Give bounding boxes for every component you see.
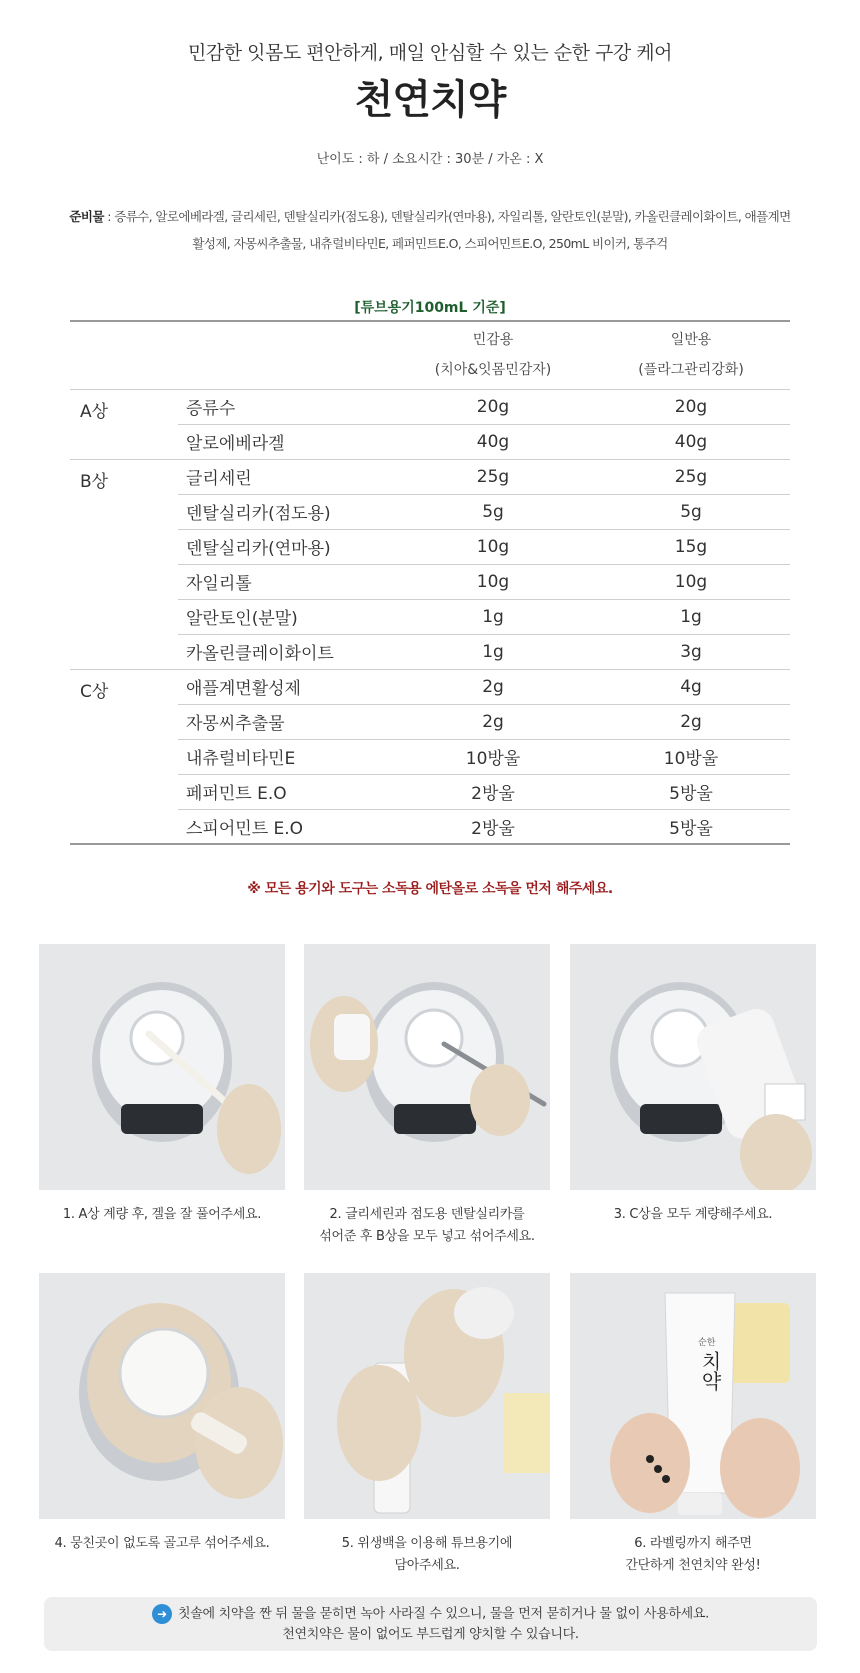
table-row [70, 494, 790, 529]
materials-list [66, 203, 794, 257]
general-amount: 10방울 [592, 739, 790, 774]
step-3-caption-line1: 3. C상을 모두 계량해주세요. [613, 1207, 773, 1222]
step-2-caption [304, 1204, 550, 1248]
phase-cell [70, 739, 178, 774]
sensitive-amount: 2방울 [394, 774, 592, 809]
step-4 [39, 1273, 285, 1555]
recipe-meta: 난이도 : 하 / 소요시간 : 30분 / 가온 : X [316, 152, 544, 167]
sensitive-amount: 2g [394, 669, 592, 704]
step-6 [570, 1273, 816, 1577]
table-row [70, 704, 790, 739]
table-row [70, 634, 790, 669]
phase-cell [70, 704, 178, 739]
sensitive-amount: 40g [394, 424, 592, 459]
usage-tip-text1: 칫솔에 치약을 짠 뒤 물을 묻히면 녹아 사라질 수 있으니, 물을 먼저 묻히거나 물 없이 사용하세요. [178, 1606, 709, 1622]
phase-cell [70, 529, 178, 564]
arrow-right-icon: ➜ [152, 1604, 172, 1624]
sensitive-amount: 20g [394, 389, 592, 424]
step-1-photo [39, 944, 285, 1190]
general-amount: 15g [592, 529, 790, 564]
sensitive-amount: 10g [394, 564, 592, 599]
step-2 [304, 944, 550, 1248]
table-row [70, 669, 790, 704]
table-row [70, 809, 790, 844]
step-4-photo [39, 1273, 285, 1519]
ingredient-name: 자몽씨추출물 [178, 704, 394, 739]
ingredient-name: 스피어민트 E.O [178, 809, 394, 844]
general-amount: 40g [592, 424, 790, 459]
header-general [592, 321, 790, 389]
page-title: 천연치약 [354, 77, 506, 123]
usage-tip-line2: 천연치약은 물이 없어도 부드럽게 양치할 수 있습니다. [282, 1626, 579, 1642]
ingredient-name: 알로에베라겔 [178, 424, 394, 459]
header-blank [70, 321, 178, 389]
table-row [70, 424, 790, 459]
page-subtitle: 민감한 잇몸도 편안하게, 매일 안심할 수 있는 순한 구강 케어 [188, 42, 672, 64]
tube-label-small: 순한 [698, 1338, 716, 1348]
phase-cell [70, 564, 178, 599]
table-row [70, 529, 790, 564]
table-row [70, 459, 790, 494]
ingredient-name: 자일리톨 [178, 564, 394, 599]
header-general-sub: (플라그관리강화) [638, 362, 744, 379]
step-5 [304, 1273, 550, 1577]
ingredient-name: 내츄럴비타민E [178, 739, 394, 774]
header-general-title: 일반용 [670, 332, 712, 349]
step-6-caption-line1: 6. 라벨링까지 해주면 [634, 1536, 752, 1551]
step-2-caption-line1: 2. 글리세린과 점도용 덴탈실리카를 [329, 1207, 525, 1222]
phase-cell [70, 424, 178, 459]
general-amount: 1g [592, 599, 790, 634]
step-6-caption-line2: 간단하게 천연치약 완성! [625, 1558, 761, 1573]
general-amount: 5방울 [592, 809, 790, 844]
phase-cell [70, 809, 178, 844]
general-amount: 20g [592, 389, 790, 424]
general-amount: 25g [592, 459, 790, 494]
sensitive-amount: 1g [394, 599, 592, 634]
ingredient-name: 페퍼민트 E.O [178, 774, 394, 809]
table-row [70, 739, 790, 774]
ingredient-name: 덴탈실리카(연마용) [178, 529, 394, 564]
header-sensitive-sub: (치아&잇몸민감자) [434, 362, 552, 379]
step-4-caption-line1: 4. 뭉친곳이 없도록 골고루 섞어주세요. [54, 1536, 270, 1551]
step-6-photo [570, 1273, 816, 1519]
step-2-caption-line2: 섞어준 후 B상을 모두 넣고 섞어주세요. [319, 1229, 535, 1244]
phase-cell [70, 634, 178, 669]
phase-cell: B상 [80, 471, 109, 492]
sanitize-notice: ※ 모든 용기와 도구는 소독용 에탄올로 소독을 먼저 해주세요. [247, 881, 613, 897]
sensitive-amount: 2g [394, 704, 592, 739]
step-3 [570, 944, 816, 1226]
step-1 [39, 944, 285, 1226]
step-4-caption [39, 1533, 285, 1555]
materials-label: 준비물 [69, 209, 104, 224]
table-header-row [70, 321, 790, 389]
phase-cell [70, 494, 178, 529]
general-amount: 5방울 [592, 774, 790, 809]
step-3-caption [570, 1204, 816, 1226]
sensitive-amount: 10g [394, 529, 592, 564]
ingredient-name: 글리세린 [178, 459, 394, 494]
header-blank [178, 321, 394, 389]
ingredient-rows [70, 389, 790, 844]
general-amount: 3g [592, 634, 790, 669]
table-row [70, 774, 790, 809]
table-row [70, 389, 790, 424]
table-row [70, 599, 790, 634]
step-5-caption-line2: 담아주세요. [394, 1558, 460, 1573]
ingredient-name: 알란토인(분말) [178, 599, 394, 634]
header-sensitive-title: 민감용 [472, 332, 514, 349]
step-5-caption-line1: 5. 위생백을 이용해 튜브용기에 [341, 1536, 513, 1551]
general-amount: 4g [592, 669, 790, 704]
step-1-caption [39, 1204, 285, 1226]
sensitive-amount: 2방울 [394, 809, 592, 844]
step-5-caption [304, 1533, 550, 1577]
materials-text: : 증류수, 알로에베라겔, 글리세린, 덴탈실리카(점도용), 덴탈실리카(연마용), 자일리톨, 알란토인(분말), 카올린클레이화이트, 애플계면활성제, 자몽씨추출물, 내츄럴비타민E, 페퍼민트E.O, 스피어민트E.O, 250mL 비이커, 통주걱 [103, 209, 791, 251]
general-amount: 2g [592, 704, 790, 739]
sensitive-amount: 10방울 [394, 739, 592, 774]
step-2-photo [304, 944, 550, 1190]
ingredient-name: 증류수 [178, 389, 394, 424]
usage-tip-line1 [44, 1604, 817, 1625]
step-5-photo [304, 1273, 550, 1519]
step-1-caption-line1: 1. A상 계량 후, 겔을 잘 풀어주세요. [62, 1207, 262, 1222]
ingredient-name: 덴탈실리카(점도용) [178, 494, 394, 529]
general-amount: 10g [592, 564, 790, 599]
header-sensitive [394, 321, 592, 389]
usage-tip [44, 1597, 817, 1651]
phase-cell [70, 599, 178, 634]
ingredient-name: 카올린클레이화이트 [178, 634, 394, 669]
step-3-photo [570, 944, 816, 1190]
ingredient-name: 애플계면활성제 [178, 669, 394, 704]
phase-cell: C상 [80, 681, 109, 702]
step-6-caption [570, 1533, 816, 1577]
sensitive-amount: 25g [394, 459, 592, 494]
table-row [70, 564, 790, 599]
table-caption: [튜브용기100mL 기준] [354, 300, 506, 316]
phase-cell [70, 774, 178, 809]
sensitive-amount: 5g [394, 494, 592, 529]
phase-cell: A상 [80, 401, 109, 422]
ingredient-table [70, 320, 790, 845]
tube-label-big: 치약 [698, 1351, 722, 1391]
general-amount: 5g [592, 494, 790, 529]
sensitive-amount: 1g [394, 634, 592, 669]
